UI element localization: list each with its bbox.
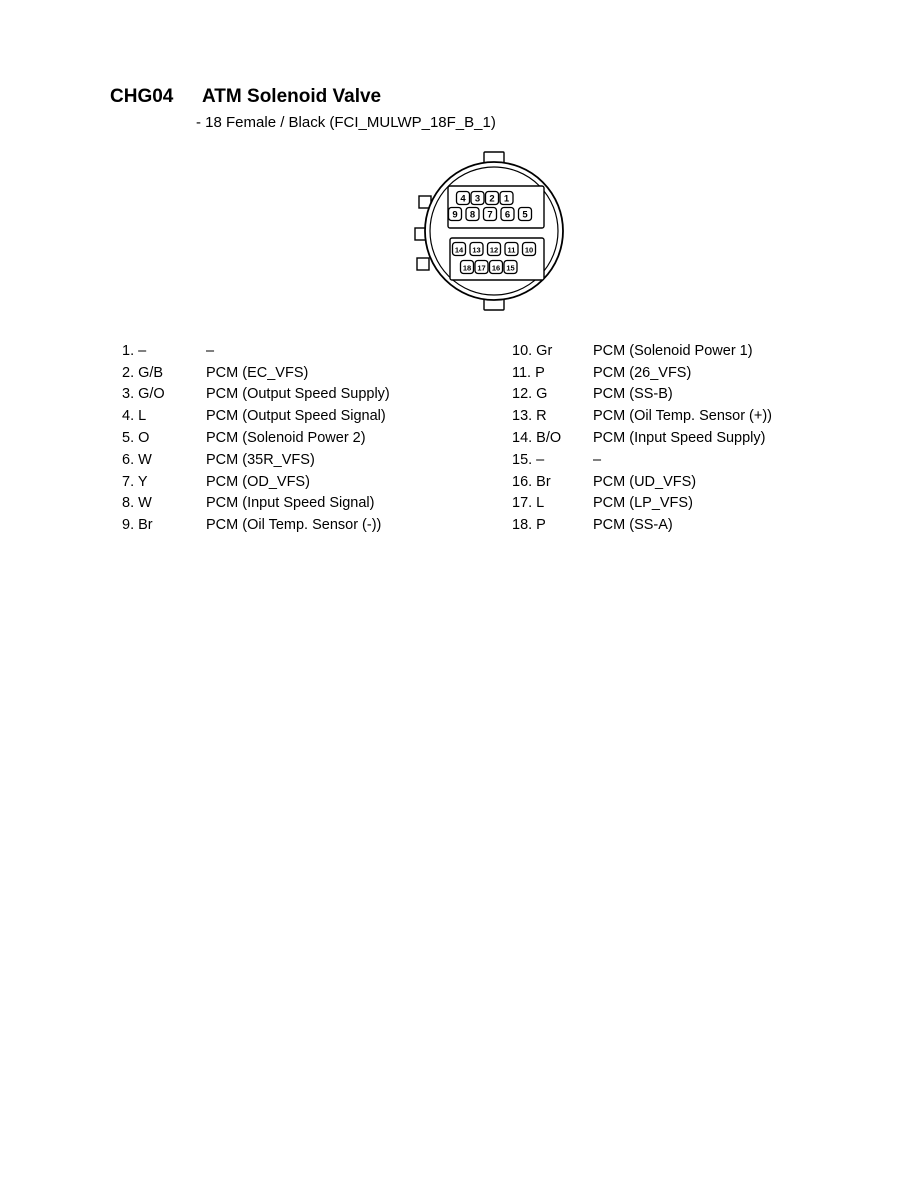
pin-row (122, 362, 390, 384)
pin-number: 11. P (512, 364, 545, 381)
pin-description: PCM (SS-B) (593, 386, 673, 403)
connector-pin (475, 261, 488, 274)
pin-row (122, 427, 390, 449)
connector-pin-label: 5 (522, 209, 528, 221)
pin-number: 12. G (512, 386, 548, 403)
connector-pin (471, 192, 484, 205)
connector-pin-label: 10 (524, 245, 534, 255)
connector-pin-label: 1 (503, 193, 510, 205)
pin-number: 16. Br (512, 473, 551, 490)
pin-row (512, 362, 772, 384)
connector-pin-label: 15 (506, 263, 515, 273)
pin-description: PCM (26_VFS) (593, 364, 692, 381)
connector-pin-label: 4 (460, 193, 466, 205)
pin-table-left (122, 340, 390, 536)
pin-number: 3. G/O (122, 386, 165, 403)
pin-description: PCM (Input Speed Supply) (593, 430, 766, 447)
connector-pin-label: 6 (504, 209, 511, 221)
connector-pin-label: 8 (469, 209, 476, 221)
pin-row (512, 427, 772, 449)
connector-pin (490, 261, 503, 274)
connector-pin (470, 243, 483, 256)
pin-number: 4. L (122, 408, 147, 425)
connector-subtitle: - 18 Female / Black (FCI_MULWP_18F_B_1) (196, 114, 496, 131)
connector-pin (505, 243, 518, 256)
connector-pin (519, 208, 532, 221)
pin-row (512, 493, 772, 515)
pin-number: 5. O (122, 430, 150, 447)
connector-pin-label: 3 (474, 193, 481, 205)
pin-number: 13. R (512, 408, 547, 425)
connector-pin-label: 16 (491, 263, 501, 273)
connector-heading (110, 84, 381, 110)
connector-pin (523, 243, 536, 256)
pin-number: 6. W (122, 451, 152, 468)
connector-pin-label: 11 (507, 245, 516, 255)
connector-pin-label: 14 (454, 245, 464, 255)
pin-row (122, 514, 390, 536)
pin-description: – (593, 451, 602, 468)
pin-number: 9. Br (122, 517, 153, 534)
pin-description: PCM (Output Speed Signal) (206, 408, 386, 425)
connector-pin-label: 17 (477, 263, 486, 273)
pin-description: PCM (Oil Temp. Sensor (-)) (206, 517, 382, 534)
pin-number: 14. B/O (512, 430, 562, 447)
pin-row (512, 449, 772, 471)
connector-code: CHG04 (110, 86, 174, 107)
pin-description: PCM (Output Speed Supply) (206, 386, 390, 403)
pin-row (512, 471, 772, 493)
connector-pin (484, 208, 497, 221)
pin-description: PCM (Oil Temp. Sensor (+)) (593, 408, 773, 425)
connector-pin-label: 18 (462, 263, 472, 273)
connector-pin-label: 13 (472, 245, 481, 255)
pin-number: 1. – (122, 342, 147, 359)
pin-number: 7. Y (122, 473, 148, 490)
pin-number: 10. Gr (512, 342, 553, 359)
pin-number: 8. W (122, 495, 152, 512)
connector-pin (486, 192, 499, 205)
connector-pin-label: 12 (489, 245, 499, 255)
pin-row (122, 493, 390, 515)
connector-pin (504, 261, 517, 274)
pin-number: 2. G/B (122, 364, 164, 381)
connector-pin (457, 192, 470, 205)
pin-number: 17. L (512, 495, 545, 512)
pin-description: PCM (35R_VFS) (206, 451, 315, 468)
pin-row (122, 405, 390, 427)
connector-face-diagram (408, 148, 568, 314)
pin-row (122, 340, 390, 362)
pin-table-right (512, 340, 772, 536)
connector-pin (500, 192, 513, 205)
pin-row (512, 405, 772, 427)
connector-pin (488, 243, 501, 256)
pin-row (122, 449, 390, 471)
pin-row (122, 384, 390, 406)
pin-description: PCM (LP_VFS) (593, 495, 693, 512)
pin-description: PCM (OD_VFS) (206, 473, 310, 490)
pin-row (122, 471, 390, 493)
pin-row (512, 384, 772, 406)
connector-pin (501, 208, 514, 221)
connector-pin-label: 9 (452, 209, 458, 221)
pin-description: PCM (UD_VFS) (593, 473, 697, 490)
connector-pin (461, 261, 474, 274)
pin-description: PCM (Input Speed Signal) (206, 495, 375, 512)
pin-description: PCM (Solenoid Power 2) (206, 430, 366, 447)
connector-pin-label: 2 (489, 193, 495, 205)
connector-pin (453, 243, 466, 256)
connector-pin (466, 208, 479, 221)
pin-row (512, 514, 772, 536)
pin-number: 15. – (512, 451, 545, 468)
pin-description: PCM (Solenoid Power 1) (593, 342, 753, 359)
connector-title: ATM Solenoid Valve (202, 86, 382, 107)
pin-description: – (206, 342, 215, 359)
pin-row (512, 340, 772, 362)
connector-tab-left-3 (417, 258, 429, 270)
pin-description: PCM (SS-A) (593, 517, 673, 534)
connector-pin-label: 7 (487, 209, 493, 221)
connector-pin (449, 208, 462, 221)
pin-description: PCM (EC_VFS) (206, 364, 309, 381)
pin-number: 18. P (512, 517, 546, 534)
